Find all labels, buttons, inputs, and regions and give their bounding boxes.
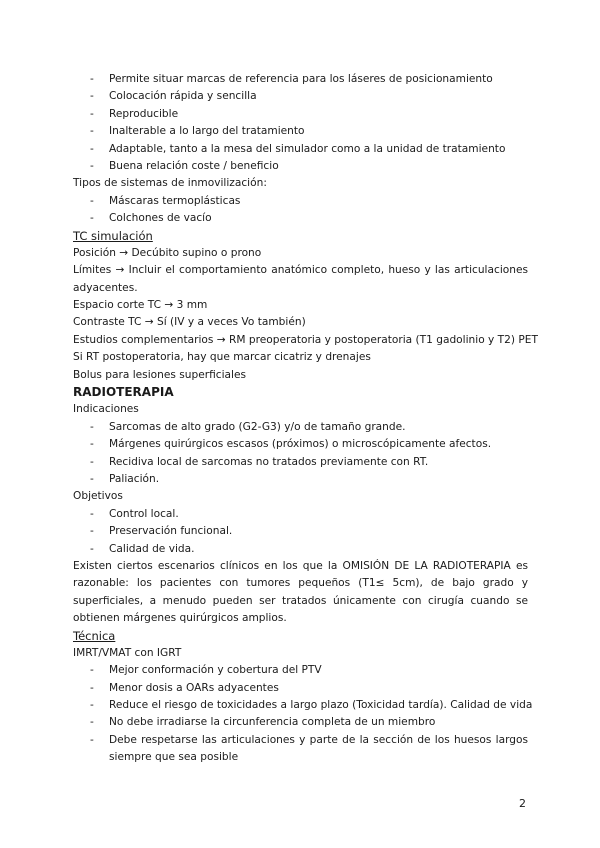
inmovilizacion-title: Tipos de sistemas de inmovilización: <box>73 177 267 190</box>
list-item-line: siempre que sea posible <box>109 751 239 764</box>
list-item: - Adaptable, tanto a la mesa del simulador como a la unidad de tratamiento <box>73 141 528 158</box>
objetivos-title: Objetivos <box>73 490 123 503</box>
text-line: Contraste TC → Sí (IV y a veces Vo también) <box>73 316 306 329</box>
list-item: - Permite situar marcas de referencia para los láseres de posicionamiento <box>73 71 528 88</box>
text-line: IMRT/VMAT con IGRT <box>73 646 182 659</box>
page-number: 2 <box>519 797 526 810</box>
text-line: Estudios complementarios → RM preoperatoria y postoperatoria (T1 gadolinio y T2) PET <box>73 333 538 346</box>
list-item: - Control local. <box>73 506 528 523</box>
list-item: - Preservación funcional. <box>73 523 528 540</box>
list-item: - Máscaras termoplásticas <box>73 193 528 210</box>
indicaciones-title: Indicaciones <box>73 403 139 416</box>
list-item: - Márgenes quirúrgicos escasos (próximos) o microscópicamente afectos. <box>73 436 528 453</box>
list-item: - Paliación. <box>73 471 528 488</box>
list-item: - Calidad de vida. <box>73 541 528 558</box>
list-item: - Reproducible <box>73 106 528 123</box>
text-line: Si RT postoperatoria, hay que marcar cicatriz y drenajes <box>73 351 371 364</box>
text-line: Posición → Decúbito supino o prono <box>73 246 262 259</box>
list-item: - Reduce el riesgo de toxicidades a largo plazo (Toxicidad tardía). Calidad de vida <box>73 697 528 714</box>
list-item: - Menor dosis a OARs adyacentes <box>73 680 528 697</box>
paragraph-line: razonable: los pacientes con tumores pequeños (T1≤ 5cm), de bajo grado y <box>73 577 528 590</box>
list-item: - Colchones de vacío <box>73 210 528 227</box>
list-item: - No debe irradiarse la circunferencia completa de un miembro <box>73 714 528 731</box>
list-item: - Inalterable a lo largo del tratamiento <box>73 123 528 140</box>
paragraph-line: obtienen márgenes quirúrgicos amplios. <box>73 612 287 625</box>
list-item: - Sarcomas de alto grado (G2-G3) y/o de tamaño grande. <box>73 419 528 436</box>
text-line: Espacio corte TC → 3 mm <box>73 299 208 312</box>
list-item: - Mejor conformación y cobertura del PTV <box>73 662 528 679</box>
document-page <box>73 71 538 767</box>
radioterapia-heading: RADIOTERAPIA <box>73 385 174 400</box>
paragraph-line: Existen ciertos escenarios clínicos en los que la OMISIÓN DE LA RADIOTERAPIA es <box>73 559 528 572</box>
paragraph-line: superficiales, a menudo pueden ser tratados únicamente con cirugía cuando se <box>73 594 528 607</box>
text-line: Bolus para lesiones superficiales <box>73 368 246 381</box>
text-line: Límites → Incluir el comportamiento anatómico completo, hueso y las articulaciones <box>73 264 528 277</box>
tecnica-heading: Técnica <box>73 628 116 643</box>
list-item: - Colocación rápida y sencilla <box>73 88 528 105</box>
list-item: - Recidiva local de sarcomas no tratados previamente con RT. <box>73 454 528 471</box>
list-item <box>73 732 528 767</box>
list-item: - Buena relación coste / beneficio <box>73 158 528 175</box>
text-line: adyacentes. <box>73 281 138 294</box>
list-item-line: - Debe respetarse las articulaciones y parte de la sección de los huesos largos <box>109 733 528 746</box>
tc-simulacion-heading: TC simulación <box>73 228 153 243</box>
